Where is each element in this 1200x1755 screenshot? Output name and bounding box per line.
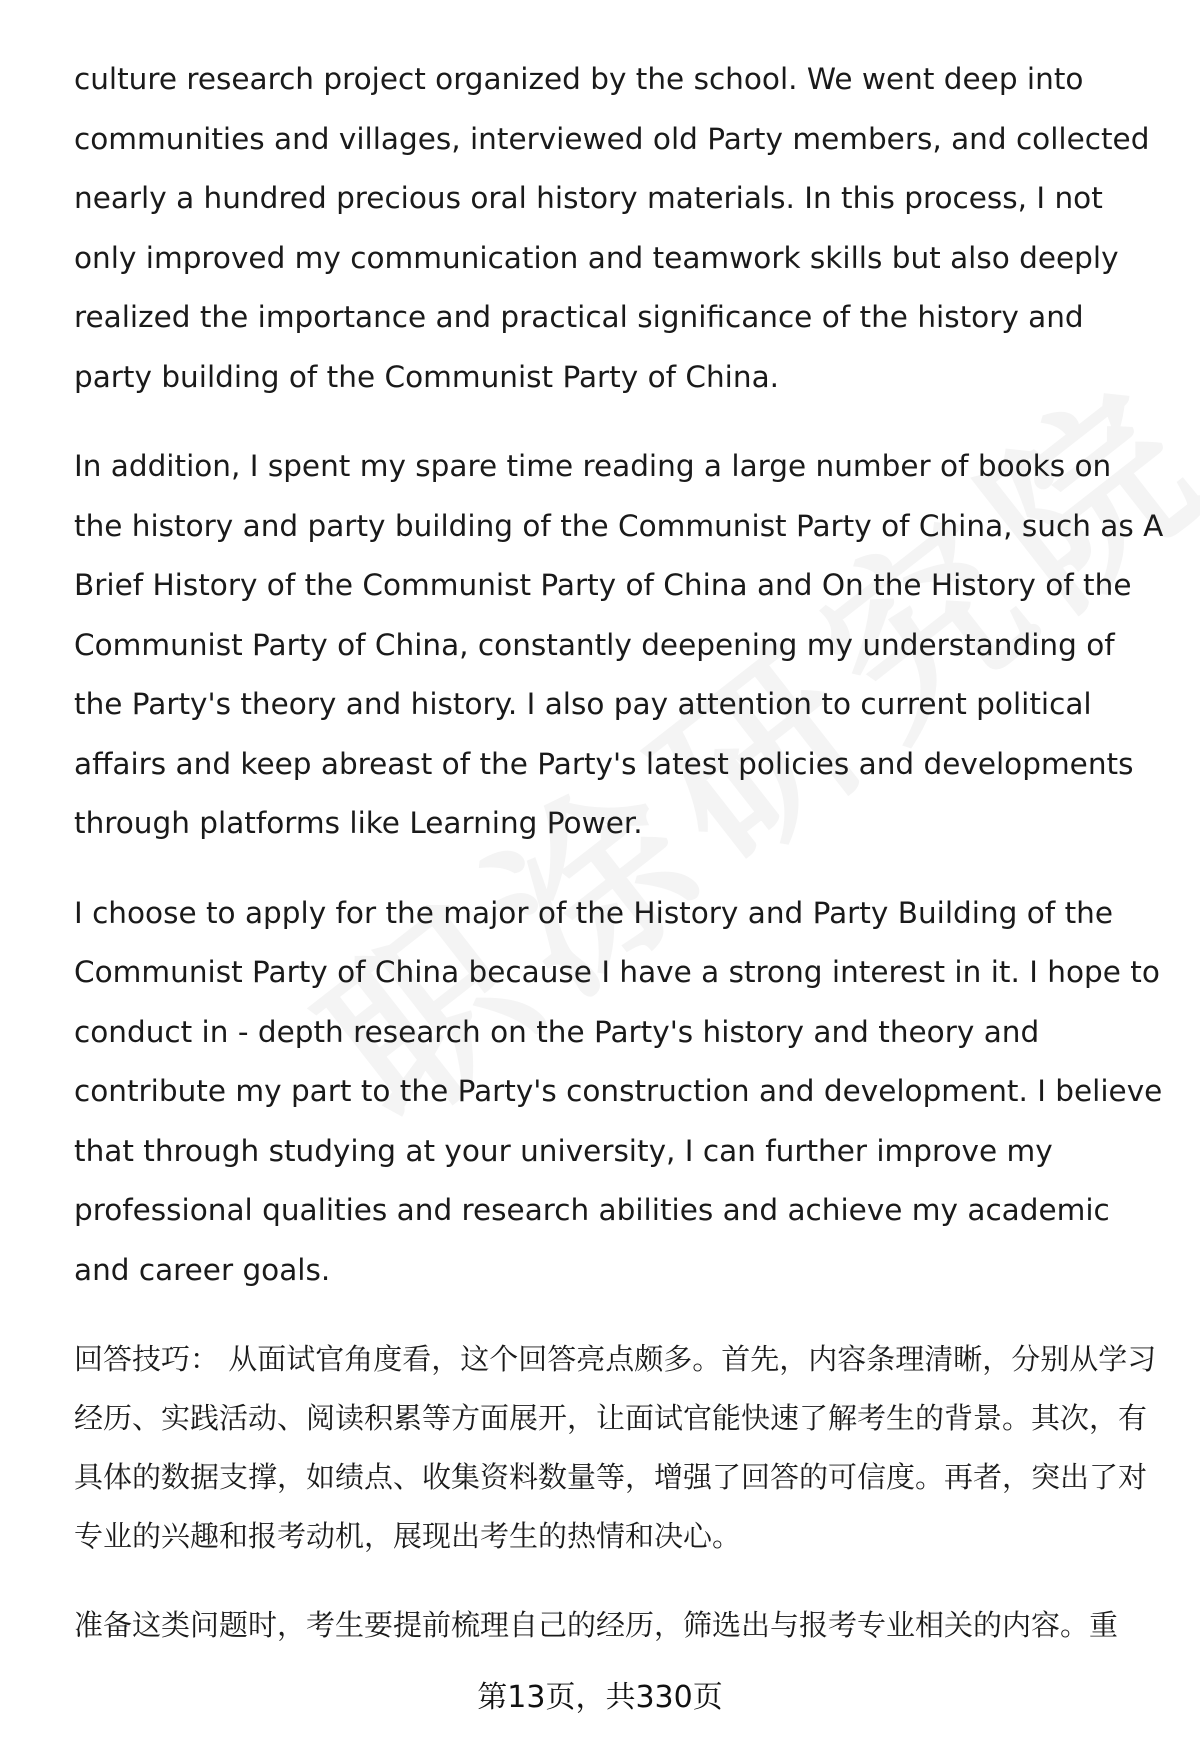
paragraph-research-project: culture research project organized by the school. We went deep into communities and villages, interviewed old Party members, and collected nearly a hundred precious oral history materials. In this process, I not only improved my communication and teamwork skills but also deeply realized the importance and practical significance of the history and party building of the Communist Party of China.: [74, 62, 1150, 394]
page-number-footer: 第13页，共330页: [477, 1680, 723, 1715]
tips-text: 从面试官角度看，这个回答亮点颇多。首先，内容条理清晰，分别从学习经历、实践活动、阅读积累等方面展开，让面试官能快速了解考生的背景。其次，有具体的数据支撑，如绩点、收集资料数量等，增强了回答的可信度。再者，突出了对专业的兴趣和报考动机，展现出考生的热情和决心。: [74, 1342, 1157, 1553]
paragraph-answer-tips: [74, 1330, 1164, 1566]
paragraph-reading: In addition, I spent my spare time reading a large number of books on the history and party building of the Communist Party of China, such as A Brief History of the Communist Party of China and On the History of the Communist Party of China, constantly deepening my understanding of the Party's theory and history. I also pay attention to current political affairs and keep abreast of the Party's latest policies and developments through platforms like Learning Power.: [74, 449, 1164, 840]
paragraph-motivation: I choose to apply for the major of the History and Party Building of the Communist Party of China because I have a strong interest in it. I hope to conduct in - depth research on the Party's history and theory and contribute my part to the Party's construction and development. I believe that through studying at your university, I can further improve my professional qualities and research abilities and achieve my academic and career goals.: [74, 895, 1163, 1287]
tips-label: 回答技巧：: [74, 1342, 220, 1376]
document-page: [74, 50, 1164, 1685]
paragraph-advice: 准备这类问题时，考生要提前梳理自己的经历，筛选出与报考专业相关的内容。重: [74, 1608, 1119, 1642]
